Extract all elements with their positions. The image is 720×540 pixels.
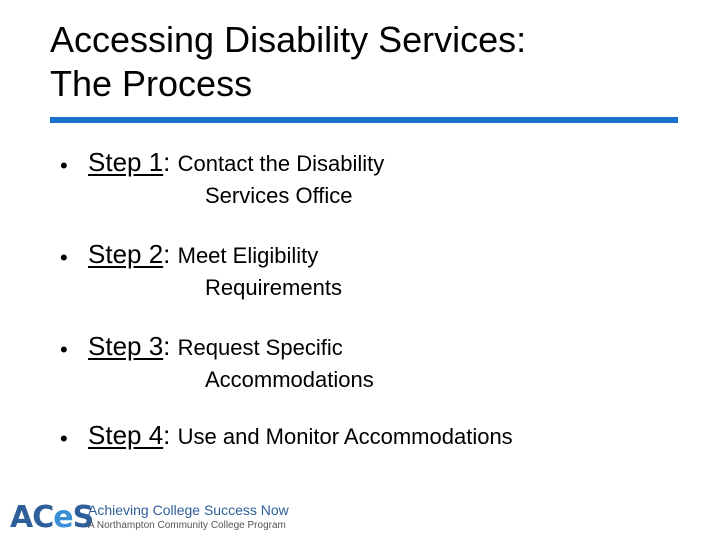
logo-subtitle: A Northampton Community College Program xyxy=(88,520,286,531)
slide-title-line-1: Accessing Disability Services: xyxy=(50,19,527,60)
step-label: Step 4 xyxy=(88,420,164,450)
aces-logo xyxy=(10,500,300,536)
step-heading: Step 4: Use and Monitor Accommodations xyxy=(88,420,513,450)
logo-tagline: Achieving College Success Now xyxy=(88,502,289,518)
bullet-icon: • xyxy=(60,337,68,362)
aces-logo-mark: ACeS xyxy=(10,500,94,535)
step-heading: Step 3: Request Specific xyxy=(88,331,343,361)
step-description: Meet Eligibility xyxy=(177,243,319,268)
slide-title-line-2: The Process xyxy=(50,63,253,104)
step-description-continued: Accommodations xyxy=(205,367,374,392)
slide-title xyxy=(50,18,526,106)
step-label: Step 2 xyxy=(88,239,164,269)
step-label: Step 1 xyxy=(88,147,164,177)
bullet-icon: • xyxy=(60,426,68,451)
step-description-continued: Requirements xyxy=(205,275,342,300)
step-description: Use and Monitor Accommodations xyxy=(177,424,513,449)
bullet-icon: • xyxy=(60,245,68,270)
step-label: Step 3 xyxy=(88,331,164,361)
bullet-icon: • xyxy=(60,153,68,178)
step-description: Contact the Disability xyxy=(177,151,385,176)
step-heading: Step 2: Meet Eligibility xyxy=(88,239,319,269)
step-description: Request Specific xyxy=(177,335,343,360)
title-underline-rule xyxy=(50,117,678,123)
step-description-continued: Services Office xyxy=(205,183,353,208)
step-heading: Step 1: Contact the Disability xyxy=(88,147,385,177)
